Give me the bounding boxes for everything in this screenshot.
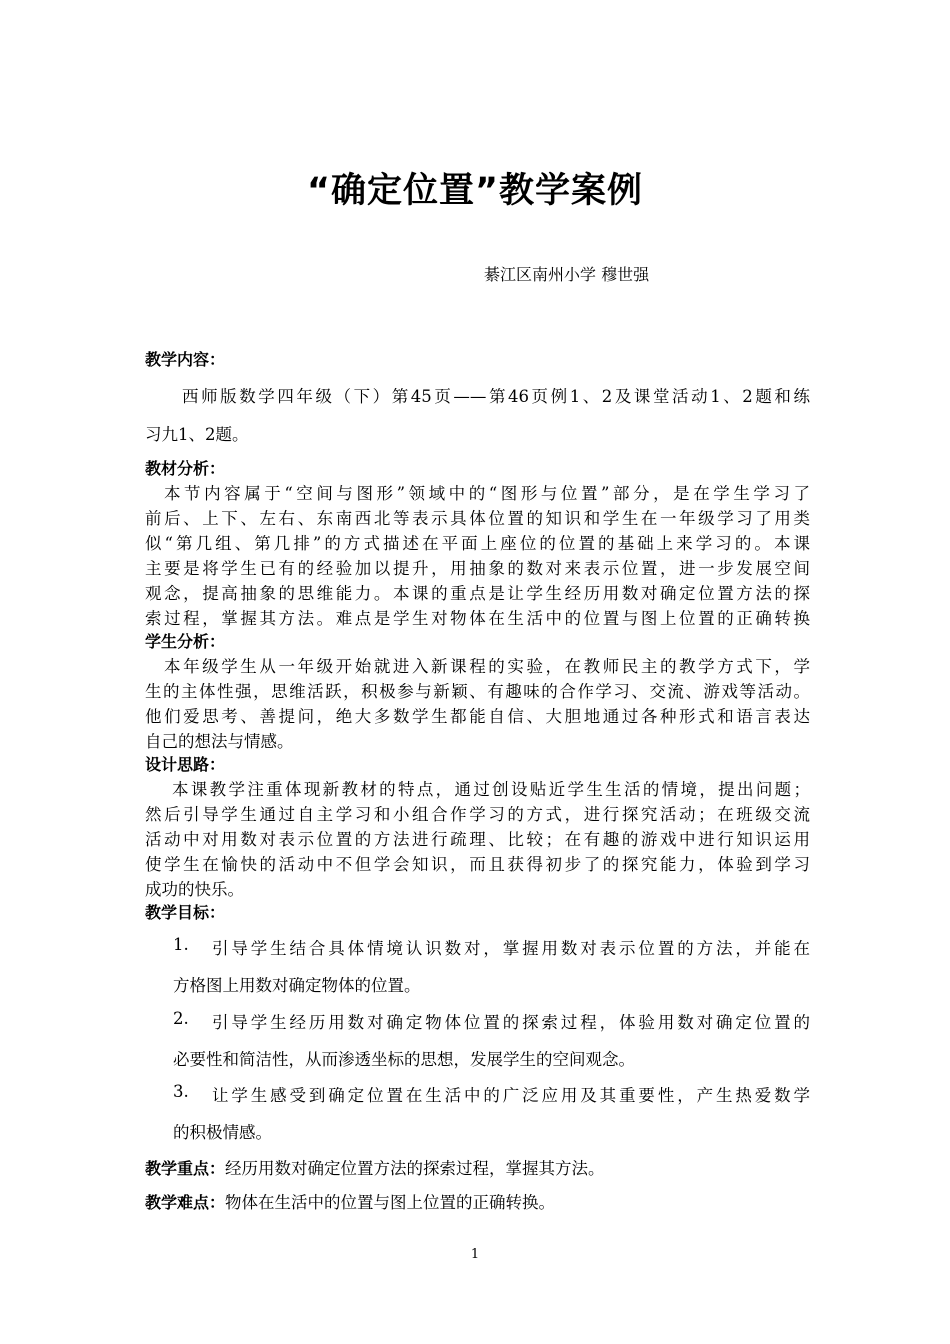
content-line-2: 习九1、2题。 xyxy=(145,425,249,444)
design-line-2: 然后引导学生通过自主学习和小组合作学习的方式，进行探究活动；在班级交流 xyxy=(145,805,810,824)
material-line-2: 前后、上下、左右、东南西北等表示具体位置的知识和学生在一年级学习了用类 xyxy=(145,509,810,528)
material-line-4: 主要是将学生已有的经验加以提升，用抽象的数对来表示位置，进一步发展空间 xyxy=(145,559,810,578)
content-line-1: 西师版数学四年级（下）第45页——第46页例1、2及课堂活动1、2题和练 xyxy=(182,387,810,406)
page-number: 1 xyxy=(470,1247,480,1262)
goal-number-2: 2. xyxy=(173,1009,189,1028)
material-line-3: 似“第几组、第几排”的方式描述在平面上座位的位置的基础上来学习的。本课 xyxy=(145,534,810,553)
goal-line-2b: 必要性和简洁性，从而渗透坐标的思想，发展学生的空间观念。 xyxy=(173,1050,635,1069)
key-point-row xyxy=(145,1155,605,1179)
goal-number-3: 3. xyxy=(173,1082,189,1101)
goal-line-2a: 引导学生经历用数对确定物体位置的探索过程，体验用数对确定位置的 xyxy=(212,1013,810,1032)
design-line-1: 本课教学注重体现新教材的特点，通过创设贴近学生生活的情境，提出问题； xyxy=(172,780,810,799)
key-point-text: 经历用数对确定位置方法的探索过程，掌握其方法。 xyxy=(225,1159,605,1178)
difficulty-heading: 教学难点： xyxy=(145,1193,226,1212)
goal-number-1: 1. xyxy=(173,935,189,954)
author-line: 綦江区南州小学 穆世强 xyxy=(484,265,650,284)
material-line-5: 观念，提高抽象的思维能力。本课的重点是让学生经历用数对确定位置方法的探 xyxy=(145,584,810,603)
key-point-heading: 教学重点： xyxy=(145,1159,226,1178)
material-line-1: 本节内容属于“空间与图形”领域中的“图形与位置”部分，是在学生学习了 xyxy=(164,484,810,503)
goal-line-3a: 让学生感受到确定位置在生活中的广泛应用及其重要性，产生热爱数学 xyxy=(212,1086,810,1105)
section-heading-material: 教材分析： xyxy=(145,459,226,478)
goal-line-1b: 方格图上用数对确定物体的位置。 xyxy=(173,976,421,995)
student-line-4: 自己的想法与情感。 xyxy=(145,732,294,751)
section-heading-student: 学生分析： xyxy=(145,632,226,651)
section-heading-design: 设计思路： xyxy=(145,755,226,774)
section-heading-goals: 教学目标： xyxy=(145,903,226,922)
difficulty-row xyxy=(145,1189,555,1213)
goal-line-1a: 引导学生结合具体情境认识数对，掌握用数对表示位置的方法，并能在 xyxy=(212,939,810,958)
design-line-4: 使学生在愉快的活动中不但学会知识，而且获得初步了的探究能力，体验到学习 xyxy=(145,855,810,874)
student-line-3: 他们爱思考、善提问，绝大多数学生都能自信、大胆地通过各种形式和语言表达 xyxy=(145,707,810,726)
student-line-1: 本年级学生从一年级开始就进入新课程的实验，在教师民主的教学方式下，学 xyxy=(164,657,810,676)
student-line-2: 生的主体性强，思维活跃，积极参与新颖、有趣味的合作学习、交流、游戏等活动。 xyxy=(145,682,810,701)
material-line-6: 索过程，掌握其方法。难点是学生对物体在生活中的位置与图上位置的正确转换 xyxy=(145,609,810,628)
page-title: “确定位置”教学案例 xyxy=(306,171,643,211)
difficulty-text: 物体在生活中的位置与图上位置的正确转换。 xyxy=(225,1193,556,1212)
design-line-5: 成功的快乐。 xyxy=(145,880,244,899)
goal-line-3b: 的积极情感。 xyxy=(173,1123,272,1142)
design-line-3: 活动中对用数对表示位置的方法进行疏理、比较；在有趣的游戏中进行知识运用 xyxy=(145,830,810,849)
section-heading-content: 教学内容： xyxy=(145,350,226,369)
